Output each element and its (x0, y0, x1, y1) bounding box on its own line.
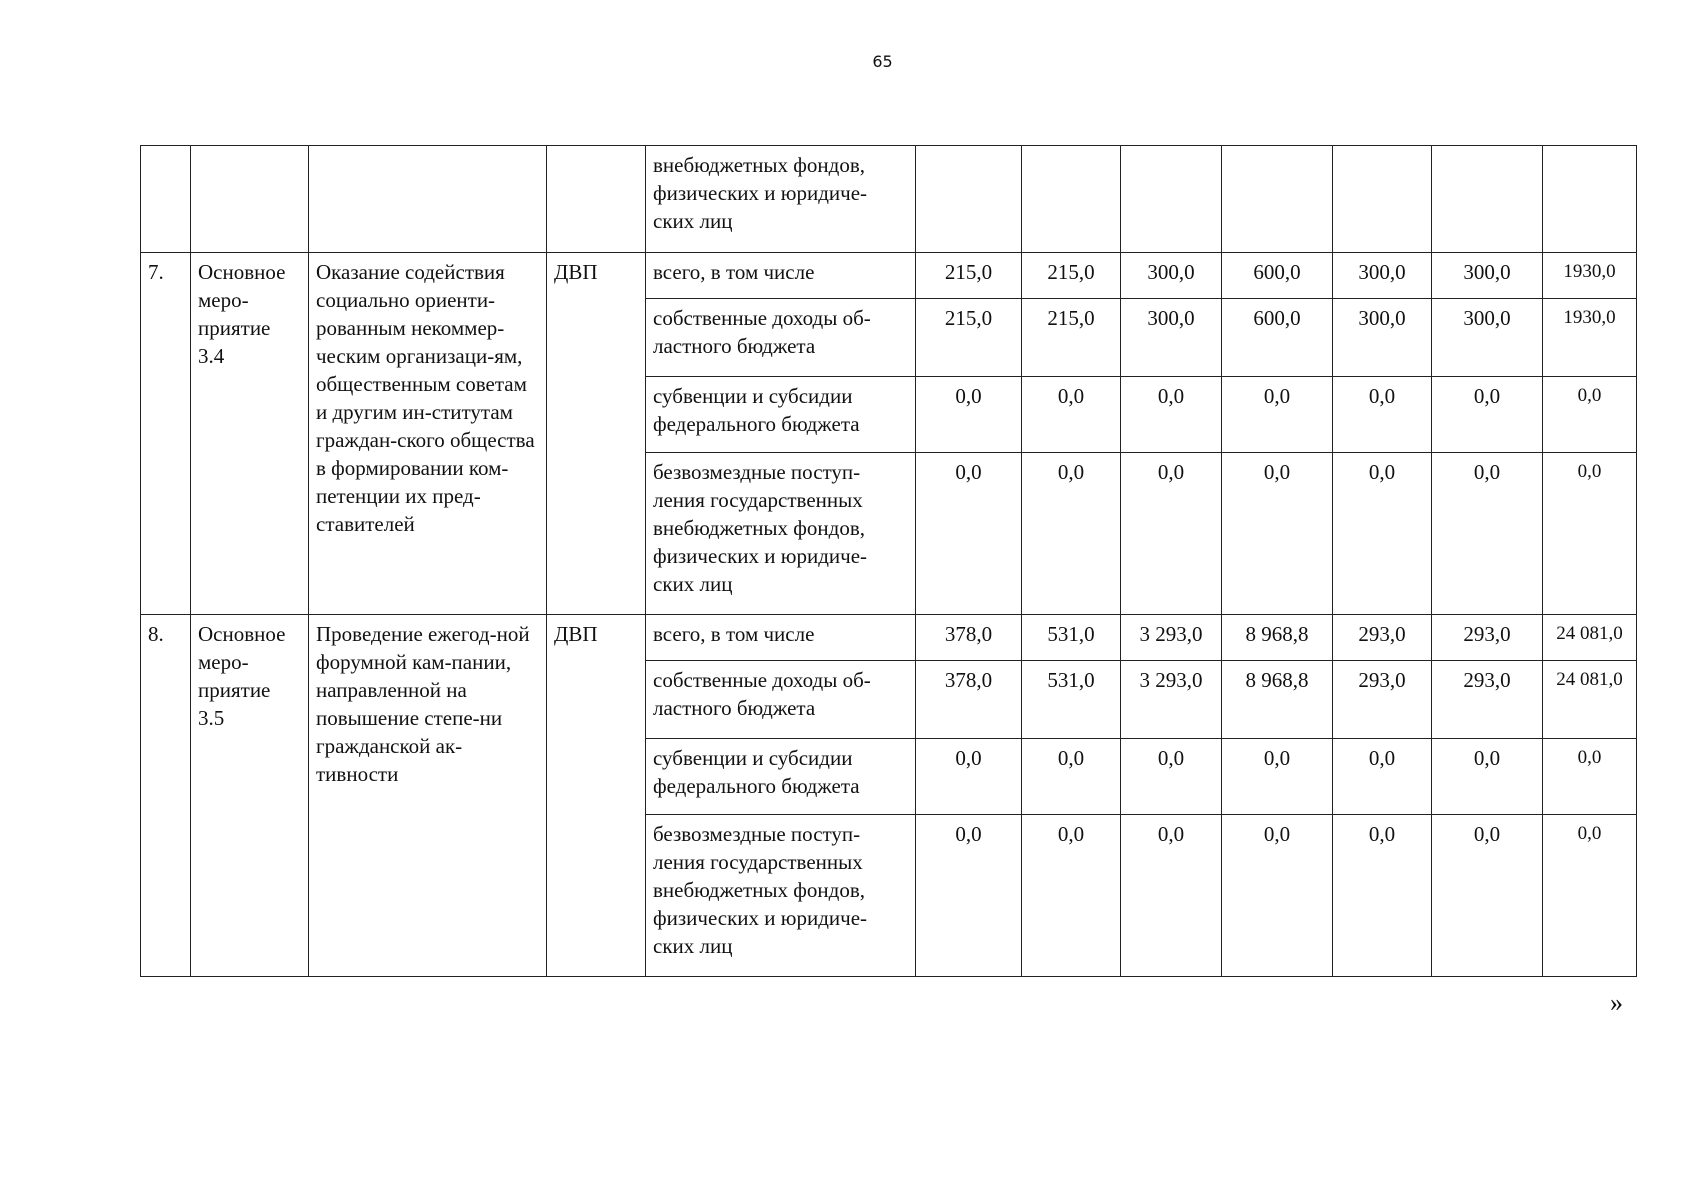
funding-source: собственные доходы об-ластного бюджета (646, 299, 916, 377)
amount-cell: 0,0 (1543, 815, 1637, 977)
amount-cell: 300,0 (1432, 253, 1543, 299)
amount-cell: 0,0 (1022, 377, 1121, 453)
amount-cell: 600,0 (1222, 299, 1333, 377)
funding-source: субвенции и субсидии федерального бюджета (646, 377, 916, 453)
row-number: 8. (141, 615, 191, 977)
amount-cell: 0,0 (1022, 815, 1121, 977)
funding-source: всего, в том числе (646, 615, 916, 661)
amount-cell: 600,0 (1222, 253, 1333, 299)
amount-cell: 293,0 (1333, 615, 1432, 661)
amount-cell: 0,0 (1333, 377, 1432, 453)
table-row (141, 615, 1637, 661)
amount-cell: 293,0 (1432, 615, 1543, 661)
funding-source: субвенции и субсидии федерального бюджета (646, 739, 916, 815)
amount-cell: 215,0 (916, 299, 1022, 377)
funding-source: безвозмездные поступ-ления государственных внебюджетных фондов, физических и юридиче-ских лиц (646, 453, 916, 615)
amount-cell: 378,0 (916, 661, 1022, 739)
event-name: Основное меро-приятие 3.4 (191, 253, 309, 615)
amount-cell: 0,0 (1022, 453, 1121, 615)
amount-cell: 215,0 (916, 253, 1022, 299)
amount-cell: 300,0 (1333, 299, 1432, 377)
amount-cell: 0,0 (1432, 739, 1543, 815)
amount-cell: 0,0 (1222, 815, 1333, 977)
executor: ДВП (547, 615, 646, 977)
amount-cell: 0,0 (1333, 453, 1432, 615)
amount-cell: 0,0 (1432, 453, 1543, 615)
funding-source: всего, в том числе (646, 253, 916, 299)
funding-source: безвозмездные поступ-ления государственных внебюджетных фондов, физических и юридиче-ских лиц (646, 815, 916, 977)
amount-cell: 0,0 (1121, 739, 1222, 815)
amount-cell: 1930,0 (1543, 253, 1637, 299)
amount-cell: 0,0 (1222, 739, 1333, 815)
amount-cell: 0,0 (1432, 377, 1543, 453)
amount-cell: 300,0 (1432, 299, 1543, 377)
amount-cell: 1930,0 (1543, 299, 1637, 377)
amount-cell: 0,0 (916, 377, 1022, 453)
amount-cell: 300,0 (1121, 253, 1222, 299)
amount-cell: 24 081,0 (1543, 615, 1637, 661)
closing-quote: » (1610, 988, 1623, 1017)
amount-cell: 531,0 (1022, 615, 1121, 661)
amount-cell: 293,0 (1432, 661, 1543, 739)
amount-cell: 300,0 (1121, 299, 1222, 377)
amount-cell: 0,0 (1543, 739, 1637, 815)
amount-cell: 0,0 (1333, 739, 1432, 815)
event-description: Проведение ежегод-ной форумной кам-пании, направленной на повышение степе-ни гражданской ак-тивности (309, 615, 547, 977)
amount-cell: 0,0 (1121, 815, 1222, 977)
event-name: Основное меро-приятие 3.5 (191, 615, 309, 977)
budget-table (140, 145, 1637, 977)
amount-cell: 293,0 (1333, 661, 1432, 739)
continuation-row (141, 146, 1637, 253)
amount-cell: 0,0 (1022, 739, 1121, 815)
amount-cell: 0,0 (1121, 377, 1222, 453)
amount-cell: 531,0 (1022, 661, 1121, 739)
amount-cell: 0,0 (1222, 453, 1333, 615)
amount-cell: 8 968,8 (1222, 661, 1333, 739)
amount-cell: 378,0 (916, 615, 1022, 661)
amount-cell: 0,0 (1432, 815, 1543, 977)
amount-cell: 0,0 (1543, 377, 1637, 453)
event-description: Оказание содействия социально ориенти-рованным некоммер-ческим организаци-ям, общественным советам и другим ин-ститутам граждан-ского общества в формировании ком-петенции их пред-ставителей (309, 253, 547, 615)
amount-cell: 300,0 (1333, 253, 1432, 299)
amount-cell: 0,0 (916, 453, 1022, 615)
amount-cell: 3 293,0 (1121, 661, 1222, 739)
continuation-source: внебюджетных фондов, физических и юридиче-ских лиц (646, 146, 916, 253)
amount-cell: 0,0 (916, 739, 1022, 815)
amount-cell: 0,0 (1543, 453, 1637, 615)
page-number: 65 (872, 52, 893, 71)
amount-cell: 215,0 (1022, 253, 1121, 299)
amount-cell: 215,0 (1022, 299, 1121, 377)
funding-source: собственные доходы об-ластного бюджета (646, 661, 916, 739)
amount-cell: 0,0 (1121, 453, 1222, 615)
row-number: 7. (141, 253, 191, 615)
table-row (141, 253, 1637, 299)
amount-cell: 0,0 (916, 815, 1022, 977)
amount-cell: 0,0 (1222, 377, 1333, 453)
amount-cell: 3 293,0 (1121, 615, 1222, 661)
amount-cell: 24 081,0 (1543, 661, 1637, 739)
amount-cell: 0,0 (1333, 815, 1432, 977)
amount-cell: 8 968,8 (1222, 615, 1333, 661)
executor: ДВП (547, 253, 646, 615)
